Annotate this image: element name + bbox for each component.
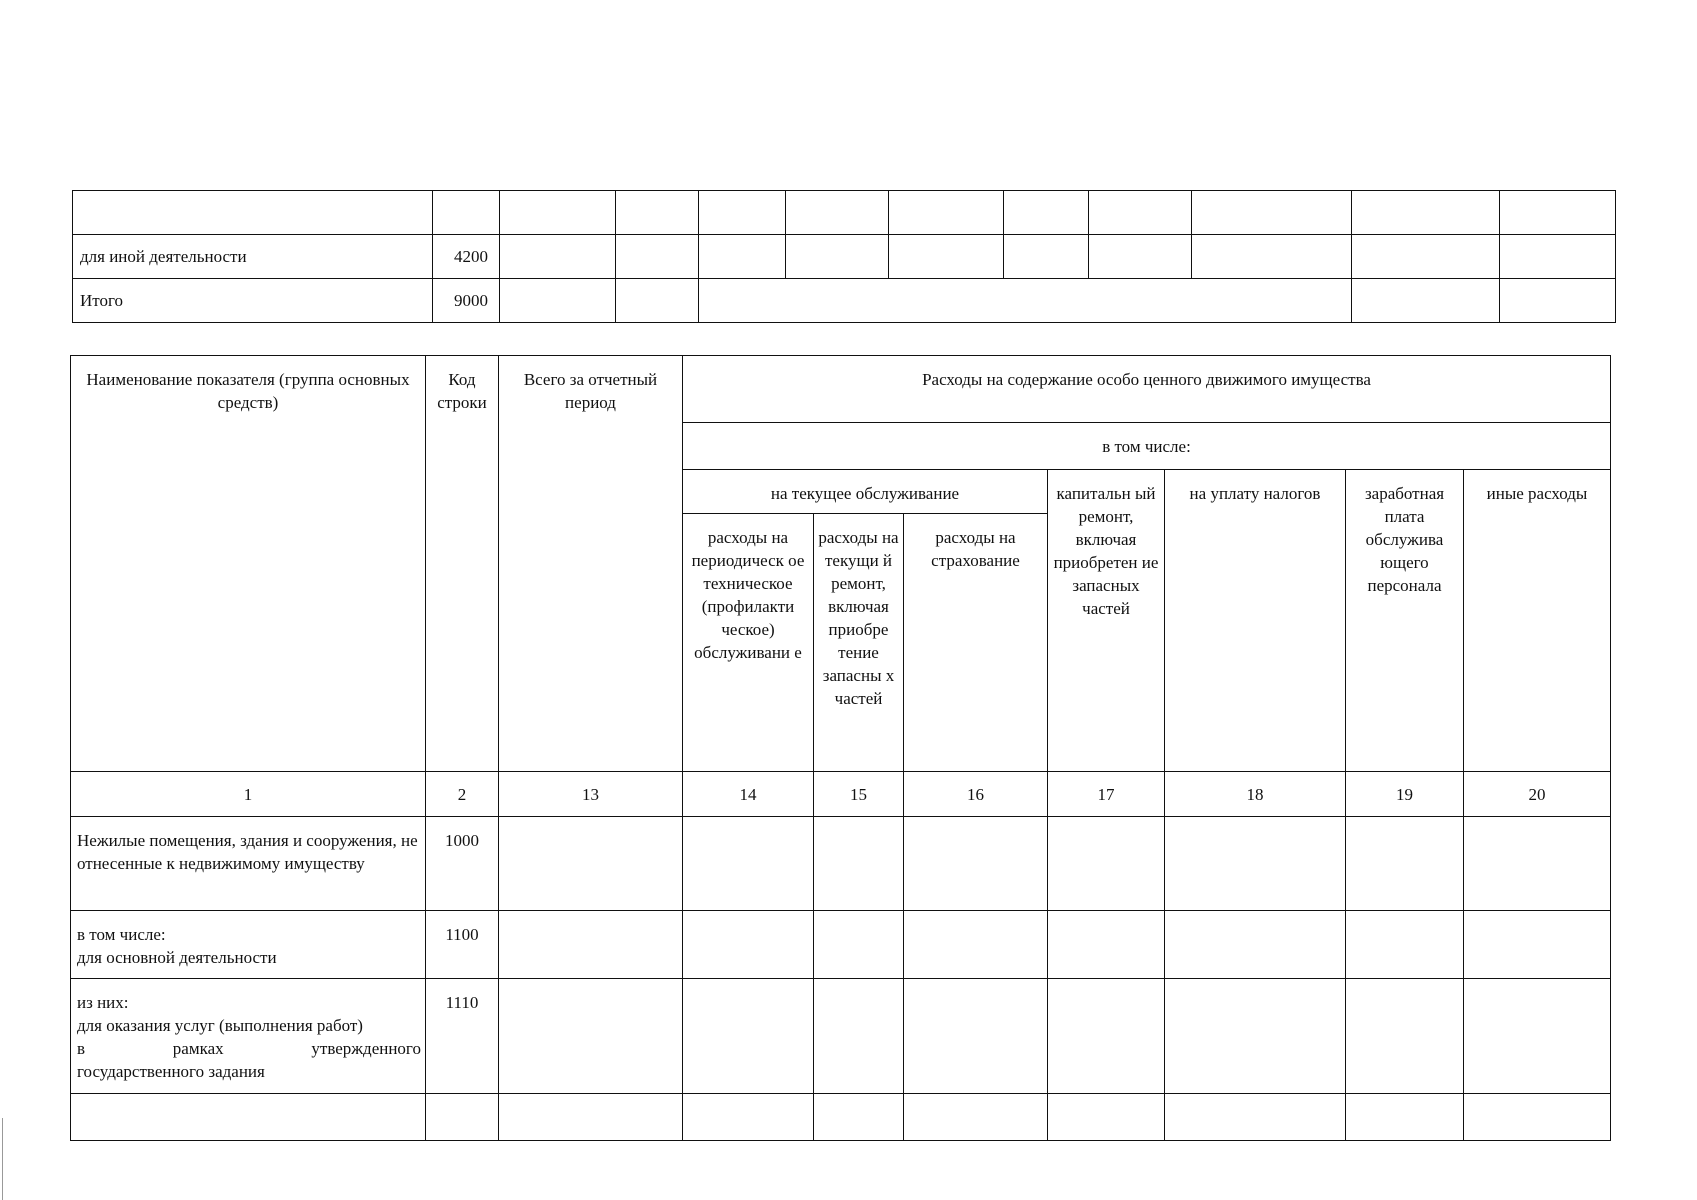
table-row: [73, 191, 1616, 235]
table-cell: [1048, 979, 1165, 1094]
row-name-cell: [73, 191, 433, 235]
merged-cell: [699, 279, 1352, 323]
table-cell: [904, 1094, 1048, 1141]
table-cell: [683, 911, 814, 979]
table-cell: [500, 191, 616, 235]
row-code-cell: [426, 1094, 499, 1141]
row-name-cell: [71, 979, 426, 1094]
table-cell: [699, 191, 786, 235]
table-cell: [1089, 191, 1192, 235]
header-salary: заработная плата обслужива ющего персонала: [1346, 470, 1464, 772]
header-insurance: расходы на страхование: [904, 514, 1048, 772]
column-number: 19: [1346, 772, 1464, 817]
table-cell: [1346, 1094, 1464, 1141]
table-cell: [616, 191, 699, 235]
table-cell: [1192, 235, 1352, 279]
table-cell: [786, 235, 889, 279]
table-cell: [1346, 911, 1464, 979]
table-cell: [499, 911, 683, 979]
table-cell: [1464, 911, 1611, 979]
table-cell: [1165, 1094, 1346, 1141]
table-cell: [1346, 817, 1464, 911]
table-cell: [1352, 191, 1500, 235]
table-row: [71, 911, 1611, 979]
row-name-cell: [71, 1094, 426, 1141]
table-cell: [500, 279, 616, 323]
header-including: в том числе:: [683, 423, 1611, 470]
header-name: Наименование показателя (группа основных средств): [71, 356, 426, 772]
table-cell: [814, 817, 904, 911]
table-cell: [1352, 279, 1500, 323]
table-cell: [1500, 235, 1616, 279]
table-cell: [1048, 911, 1165, 979]
table-cell: [500, 235, 616, 279]
column-number: 18: [1165, 772, 1346, 817]
table-cell: [1089, 235, 1192, 279]
column-number-row: [71, 772, 1611, 817]
table-cell: [1352, 235, 1500, 279]
table-cell: [814, 1094, 904, 1141]
header-total: Всего за отчетный период: [499, 356, 683, 772]
table-cell: [1165, 911, 1346, 979]
column-number: 13: [499, 772, 683, 817]
row-code-cell: 1000: [426, 817, 499, 911]
table-row: [71, 1094, 1611, 1141]
table-cell: [1004, 235, 1089, 279]
row-name-line: для оказания услуг (выполнения работ): [77, 1016, 363, 1035]
table-cell: [1048, 1094, 1165, 1141]
table-cell: [683, 979, 814, 1094]
scan-edge-mark: [2, 1118, 3, 1200]
column-number: 17: [1048, 772, 1165, 817]
row-code-cell: 1100: [426, 911, 499, 979]
row-name-cell: [71, 911, 426, 979]
table-cell: [616, 235, 699, 279]
row-name-line: государственного задания: [77, 1062, 265, 1081]
header-current-service: на текущее обслуживание: [683, 470, 1048, 514]
header-code: Код строки: [426, 356, 499, 772]
row-name-cell: Нежилые помещения, здания и сооружения, не отнесенные к недвижимому имуществу: [71, 817, 426, 911]
table-cell: [616, 279, 699, 323]
row-code-cell: 9000: [433, 279, 500, 323]
header-row: [71, 356, 1611, 423]
row-name-cell: Итого: [73, 279, 433, 323]
table-cell: [1464, 979, 1611, 1094]
table-cell: [699, 235, 786, 279]
row-name-justified-line: [77, 1037, 421, 1060]
table-cell: [1165, 979, 1346, 1094]
table-cell: [683, 817, 814, 911]
table-cell: [1165, 817, 1346, 911]
header-group: Расходы на содержание особо ценного движимого имущества: [683, 356, 1611, 423]
row-name-line: для основной деятельности: [77, 948, 277, 967]
table-row: [73, 235, 1616, 279]
row-name-line: из них:: [77, 993, 129, 1012]
top-table: [72, 190, 1616, 323]
row-name-cell: для иной деятельности: [73, 235, 433, 279]
table-cell: [786, 191, 889, 235]
table-cell: [1464, 1094, 1611, 1141]
row-name-word: в: [77, 1039, 86, 1058]
table-cell: [889, 191, 1004, 235]
header-capital-repair: капитальн ый ремонт, включая приобретен ие запасных частей: [1048, 470, 1165, 772]
row-name-line: в том числе:: [77, 925, 166, 944]
column-number: 20: [1464, 772, 1611, 817]
table-cell: [814, 911, 904, 979]
row-code-cell: 1110: [426, 979, 499, 1094]
main-table: [70, 355, 1611, 1141]
table-row: [71, 979, 1611, 1094]
row-code-cell: 4200: [433, 235, 500, 279]
table-cell: [1500, 191, 1616, 235]
table-cell: [499, 1094, 683, 1141]
table-cell: [1500, 279, 1616, 323]
column-number: 1: [71, 772, 426, 817]
table-cell: [683, 1094, 814, 1141]
column-number: 15: [814, 772, 904, 817]
column-number: 16: [904, 772, 1048, 817]
table-cell: [889, 235, 1004, 279]
table-cell: [1192, 191, 1352, 235]
row-name-word: рамках: [172, 1039, 224, 1058]
table-cell: [499, 817, 683, 911]
table-cell: [499, 979, 683, 1094]
row-code-cell: [433, 191, 500, 235]
table-cell: [1048, 817, 1165, 911]
header-other: иные расходы: [1464, 470, 1611, 772]
table-row: [73, 279, 1616, 323]
column-number: 2: [426, 772, 499, 817]
table-cell: [1346, 979, 1464, 1094]
header-current-repair: расходы на текущи й ремонт, включая приобре тение запасны х частей: [814, 514, 904, 772]
table-cell: [904, 911, 1048, 979]
table-row: [71, 817, 1611, 911]
row-name-word: утвержденного: [311, 1039, 421, 1058]
header-periodic: расходы на периодическ ое техническое (профилакти ческое) обслуживани е: [683, 514, 814, 772]
column-number: 14: [683, 772, 814, 817]
table-cell: [1004, 191, 1089, 235]
table-cell: [904, 979, 1048, 1094]
table-cell: [904, 817, 1048, 911]
table-cell: [814, 979, 904, 1094]
table-cell: [1464, 817, 1611, 911]
header-taxes: на уплату налогов: [1165, 470, 1346, 772]
